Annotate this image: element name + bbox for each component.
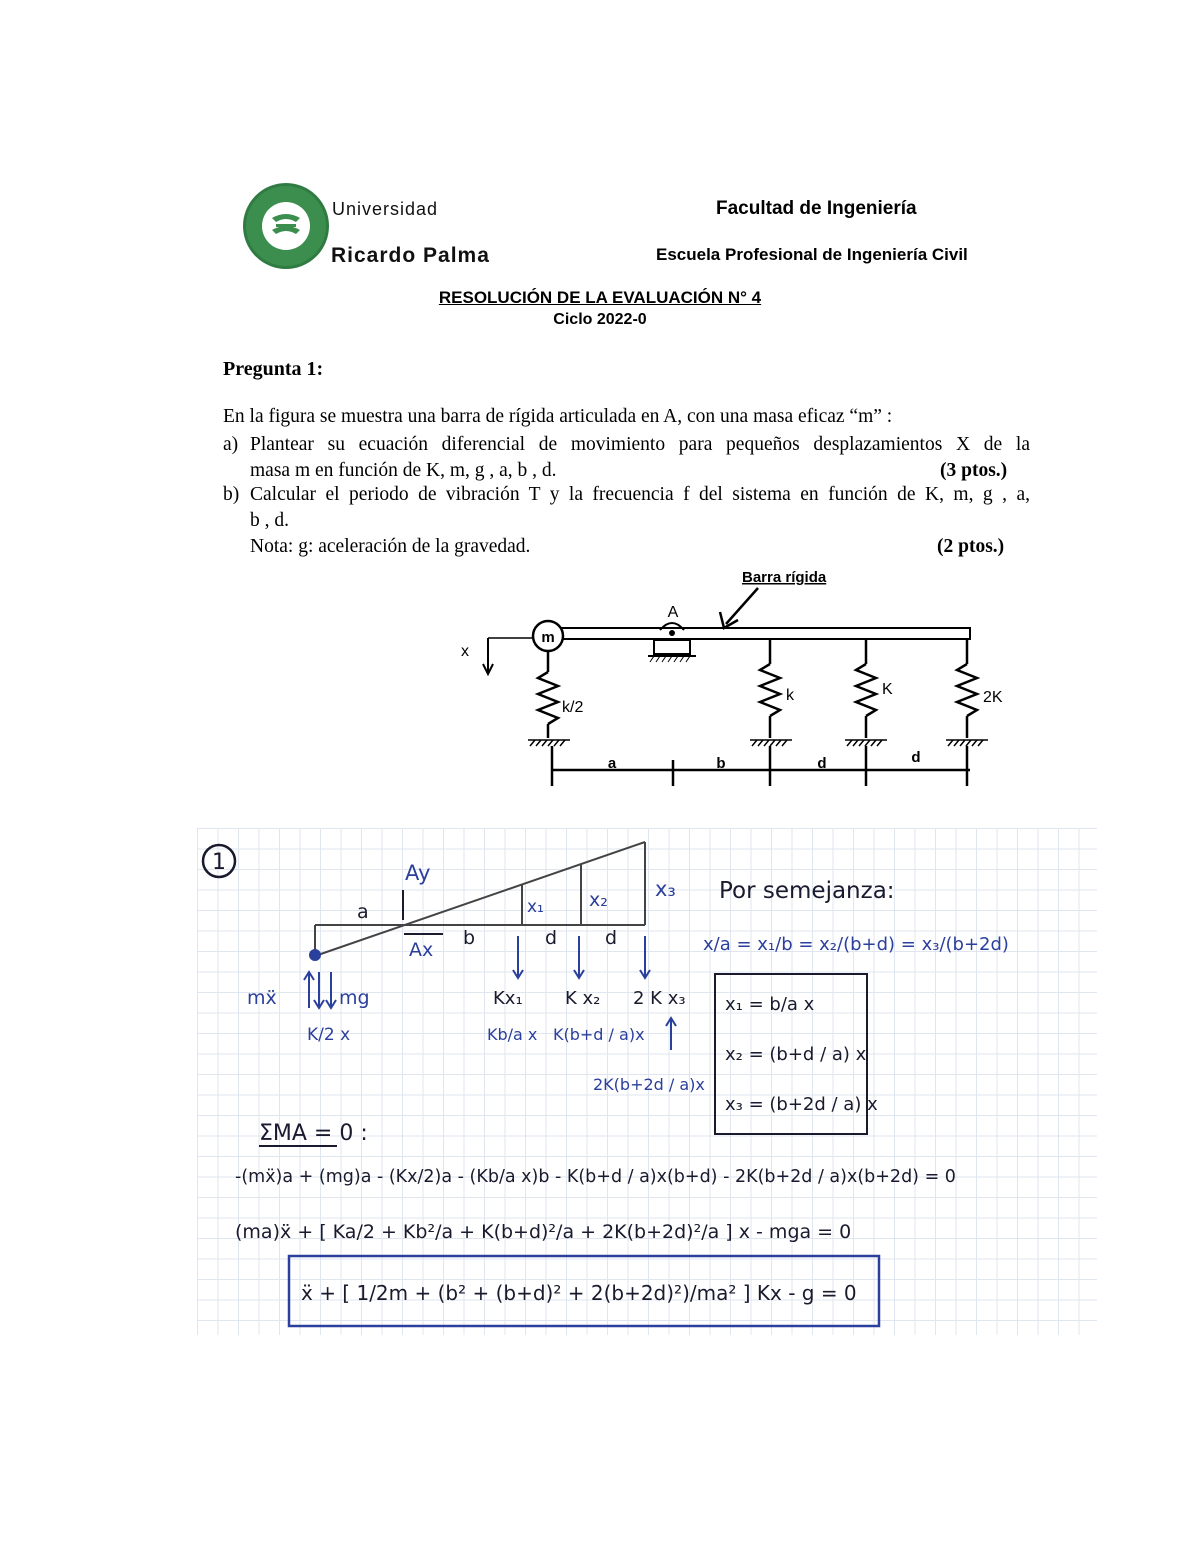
solution-number: 1 bbox=[212, 850, 226, 875]
item-b-points: (2 ptos.) bbox=[937, 536, 1005, 557]
ground-supports bbox=[528, 740, 988, 746]
label-ax: Ax bbox=[409, 939, 434, 961]
moment-title: ΣMA = 0 : bbox=[259, 1121, 368, 1146]
item-a-line1: Plantear su ecuación diferencial de movimiento para pequeños desplazamientos X de la bbox=[250, 434, 1030, 455]
box-x3: x₃ = (b+2d / a) x bbox=[725, 1094, 878, 1115]
label-mxdd: mẍ bbox=[247, 987, 277, 1009]
label-k2x: K/2 x bbox=[307, 1025, 351, 1045]
cycle-label: Ciclo 2022-0 bbox=[553, 311, 647, 328]
spring-1-label: k/2 bbox=[562, 699, 584, 716]
item-a-line2: masa m en función de K, m, g , a, b , d. bbox=[250, 460, 557, 481]
label-x1: x₁ bbox=[527, 897, 544, 917]
dim-b: b bbox=[716, 755, 726, 772]
spring-3-label: K bbox=[882, 681, 893, 698]
label-d1: d bbox=[545, 927, 558, 949]
similarity-title: Por semejanza: bbox=[719, 878, 895, 904]
spring-2-label: k bbox=[786, 687, 794, 704]
label-kx2: K x₂ bbox=[565, 988, 601, 1009]
document-title: RESOLUCIÓN DE LA EVALUACIÓN N° 4 bbox=[438, 288, 762, 307]
label-b: b bbox=[463, 927, 476, 949]
label-ay: Ay bbox=[405, 861, 431, 885]
equation-1: -(mẍ)a + (mg)a - (Kx/2)a - (Kb/a x)b - K(b+d / a)x(b+d) - 2K(b+2d / a)x(b+2d) = 0 bbox=[235, 1167, 956, 1187]
label-kb-a-x: Kb/a x bbox=[487, 1025, 538, 1044]
label-kx1: Kx₁ bbox=[493, 988, 523, 1009]
rigid-bar bbox=[560, 628, 970, 639]
item-b-line1: Calcular el periodo de vibración T y la frecuencia f del sistema en función de K, m, g , a, bbox=[250, 484, 1030, 505]
spring-2 bbox=[760, 639, 780, 738]
x-label: x bbox=[461, 643, 469, 660]
mass-point bbox=[309, 949, 321, 961]
item-b-marker: b) bbox=[223, 484, 240, 505]
similarity-eq: x/a = x₁/b = x₂/(b+d) = x₃/(b+2d) bbox=[703, 934, 1009, 955]
question-intro: En la figura se muestra una barra de rígida articulada en A, con una masa eficaz “m” : bbox=[223, 406, 893, 427]
mass-label: m bbox=[541, 629, 555, 646]
pivot-label: A bbox=[667, 604, 679, 621]
spring-1 bbox=[538, 651, 558, 738]
label-kb2d-a-x: 2K(b+2d / a)x bbox=[593, 1075, 705, 1094]
dim-d2: d bbox=[911, 749, 921, 766]
label-kbd-a-x: K(b+d / a)x bbox=[553, 1025, 645, 1044]
label-a: a bbox=[357, 901, 369, 923]
faculty-name: Facultad de Ingeniería bbox=[716, 198, 917, 219]
equation-2: (ma)ẍ + [ Ka/2 + Kb²/a + K(b+d)²/a + 2K(b+2d)²/a ] x - mga = 0 bbox=[235, 1221, 852, 1243]
label-x2: x₂ bbox=[589, 889, 608, 911]
spring-4-label: 2K bbox=[983, 689, 1003, 706]
dim-d1: d bbox=[817, 755, 827, 772]
bar-label: Barra rígida bbox=[742, 569, 827, 586]
box-x2: x₂ = (b+d / a) x bbox=[725, 1044, 867, 1065]
spring-3 bbox=[856, 639, 876, 738]
label-mg: mg bbox=[339, 987, 370, 1009]
dim-a: a bbox=[607, 755, 617, 772]
item-b-line2: b , d. bbox=[250, 510, 289, 531]
item-a-points: (3 ptos.) bbox=[940, 460, 1008, 481]
university-line2: Ricardo Palma bbox=[331, 244, 490, 267]
item-b-note: Nota: g: aceleración de la gravedad. bbox=[250, 536, 531, 557]
box-x1: x₁ = b/a x bbox=[725, 994, 815, 1015]
university-line1: Universidad bbox=[332, 199, 439, 219]
question-heading: Pregunta 1: bbox=[223, 358, 324, 380]
label-kx3: 2 K x₃ bbox=[633, 988, 686, 1009]
solution-sketch bbox=[197, 828, 1097, 1335]
equation-3: ẍ + [ 1/2m + (b² + (b+d)² + 2(b+2d)²)/ma² ] Kx - g = 0 bbox=[301, 1281, 857, 1305]
item-a-marker: a) bbox=[223, 434, 239, 455]
spring-4 bbox=[957, 639, 977, 738]
label-d2: d bbox=[605, 927, 618, 949]
beam-figure bbox=[440, 560, 1020, 800]
university-logo bbox=[243, 183, 329, 269]
label-x3: x₃ bbox=[655, 877, 676, 901]
logo-emblem-icon bbox=[268, 208, 304, 244]
school-name: Escuela Profesional de Ingeniería Civil bbox=[656, 245, 968, 264]
